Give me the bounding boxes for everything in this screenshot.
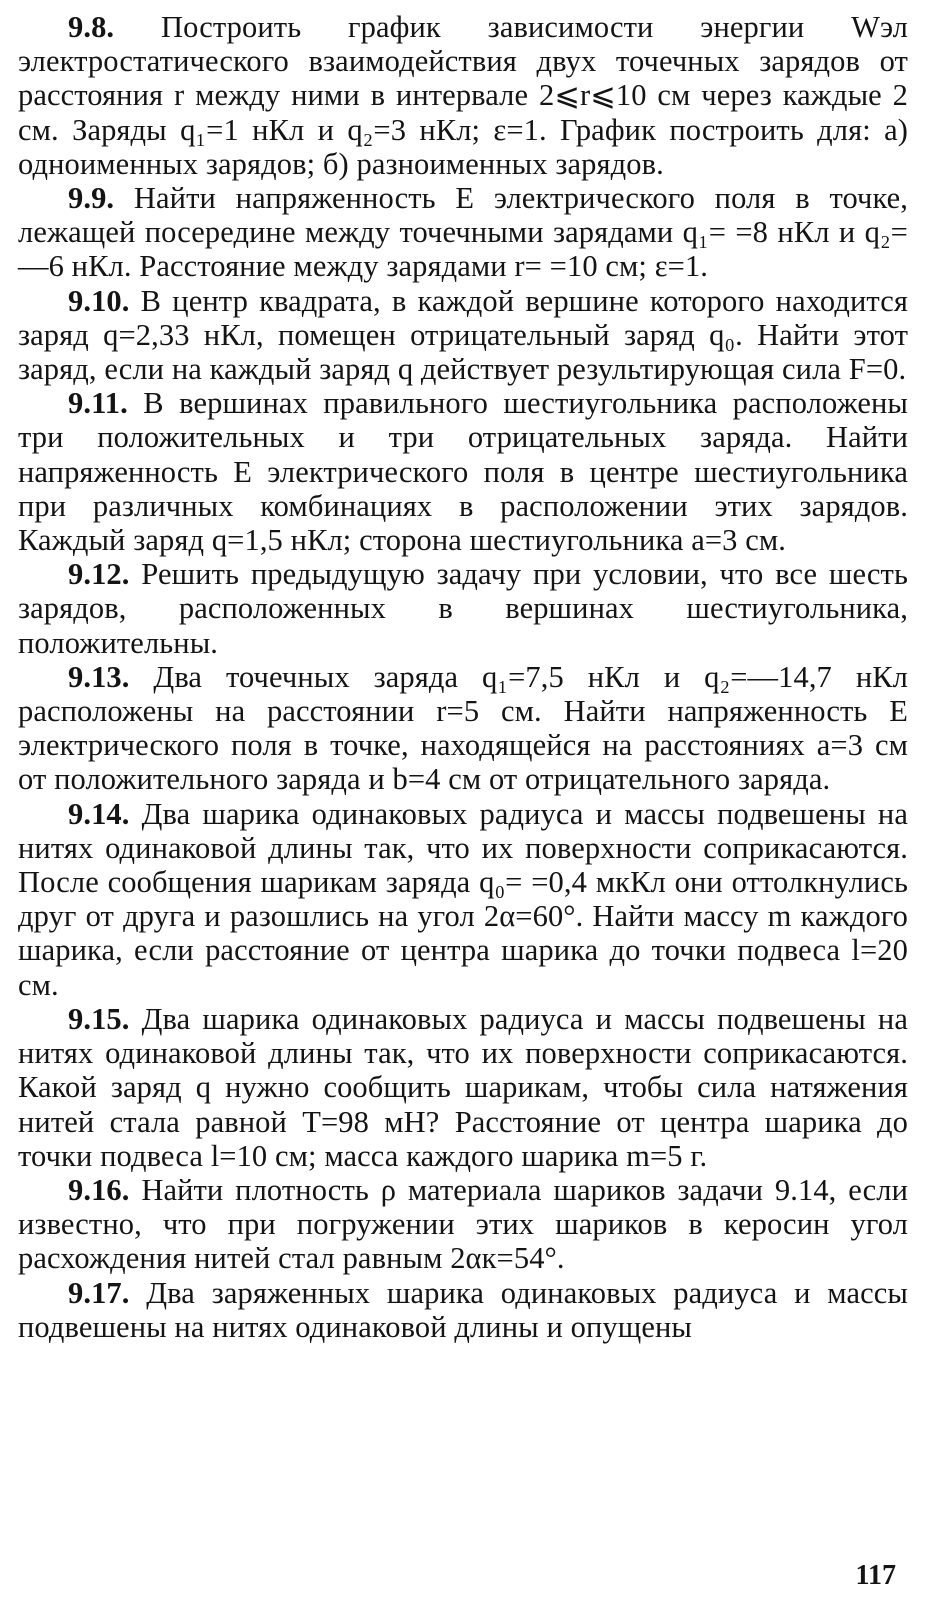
problem-9-16: [18, 1173, 908, 1276]
problem-9-8: [18, 10, 908, 181]
problem-text: Два точечных заряда q₁=7,5 нКл и q₂=—14,7 нКл расположены на расстоянии r=5 см. Найти напряженность E электрического поля в точке, находящейся на расстояниях a=3 см от положительного заряда и b=4 см от отрицательного заряда.: [18, 659, 908, 797]
problem-9-15: [18, 1002, 908, 1173]
problem-text: Построить график зависимости энергии Wэл электростатического взаимодействия двух точечных зарядов от расстояния r между ними в интервале 2⩽r⩽10 см через каждые 2 см. Заряды q₁=1 нКл и q₂=3 нКл; ε=1. График построить для: а) одноименных зарядов; б) разноименных зарядов.: [18, 10, 908, 181]
problem-text: Найти напряженность E электрического поля в точке, лежащей посередине между точечными зарядами q₁= =8 нКл и q₂=—6 нКл. Расстояние между зарядами r= =10 см; ε=1.: [18, 181, 908, 284]
problem-text: Найти плотность ρ материала шариков задачи 9.14, если известно, что при погружении этих шариков в керосин угол расхождения нитей стал равным 2αк=54°.: [18, 1172, 908, 1276]
problem-number: 9.8.: [68, 10, 115, 44]
problem-9-9: [18, 181, 908, 284]
problem-text: В центр квадрата, в каждой вершине которого находится заряд q=2,33 нКл, помещен отрицательный заряд q₀. Найти этот заряд, если на каждый заряд q действует результирующая сила F=0.: [18, 283, 908, 387]
problem-text: Два заряженных шарика одинаковых радиуса и массы подвешены на нитях одинаковой длины и опущены: [18, 1275, 908, 1344]
problem-number: 9.12.: [68, 557, 130, 592]
problem-text: В вершинах правильного шестиугольника расположены три положительных и три отрицательных заряда. Найти напряженность E электрического поля в центре шестиугольника при различных комбинациях в расположении этих зарядов. Каждый заряд q=1,5 нКл; сторона шестиугольника a=3 см.: [18, 386, 908, 558]
problem-number: 9.15.: [68, 1001, 130, 1036]
problem-number: 9.16.: [68, 1172, 130, 1207]
problem-9-13: [18, 660, 908, 797]
problem-number: 9.9.: [68, 181, 115, 216]
problem-text: Два шарика одинаковых радиуса и массы подвешены на нитях одинаковой длины так, что их поверхности соприкасаются. Какой заряд q нужно сообщить шарикам, чтобы сила натяжения нитей стала равной T=98 мН? Расстояние от центра шарика до точки подвеса l=10 см; масса каждого шарика m=5 г.: [18, 1001, 908, 1173]
problem-number: 9.13.: [68, 659, 130, 694]
problem-9-11: [18, 386, 908, 557]
problem-text: Два шарика одинаковых радиуса и массы подвешены на нитях одинаковой длины так, что их поверхности соприкасаются. После сообщения шарикам заряда q₀= =0,4 мкКл они оттолкнулись друг от друга и разошлись на угол 2α=60°. Найти массу m каждого шарика, если расстояние от центра шарика до точки подвеса l=20 см.: [18, 796, 908, 1002]
problem-text: Решить предыдущую задачу при условии, что все шесть зарядов, расположенных в вершинах шестиугольника, положительны.: [18, 557, 908, 660]
problem-9-17: [18, 1276, 908, 1344]
problem-9-12: [18, 557, 908, 660]
problem-9-10: [18, 284, 908, 387]
problem-number: 9.11.: [68, 386, 128, 421]
page-number: 117: [855, 1560, 896, 1591]
problem-9-14: [18, 797, 908, 1002]
problem-number: 9.10.: [68, 283, 130, 318]
problem-number: 9.14.: [68, 796, 130, 831]
problem-number: 9.17.: [68, 1275, 130, 1310]
